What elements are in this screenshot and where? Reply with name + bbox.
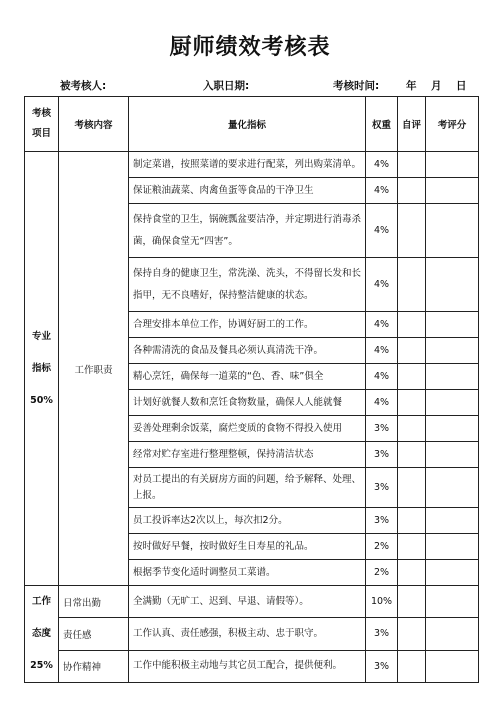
weight-cell: 2%	[366, 534, 398, 560]
section-line: 专业	[31, 330, 51, 342]
weight-cell: 3%	[366, 442, 398, 468]
weight-cell: 3%	[366, 618, 398, 650]
review-score-cell[interactable]	[426, 586, 479, 618]
review-score-cell[interactable]	[426, 468, 479, 508]
review-score-cell[interactable]	[426, 390, 479, 416]
header-indicator: 量化指标	[129, 97, 366, 152]
header-review: 考评分	[426, 97, 479, 152]
review-score-cell[interactable]	[426, 204, 479, 258]
indicator-cell: 经常对贮存室进行整理整顿，保持清洁状态	[129, 442, 366, 468]
weight-cell: 4%	[366, 152, 398, 178]
review-score-cell[interactable]	[426, 152, 479, 178]
content-cell: 日常出勤	[59, 586, 129, 618]
weight-cell: 4%	[366, 312, 398, 338]
content-cell: 协作精神	[59, 650, 129, 682]
weight-cell: 10%	[366, 586, 398, 618]
section-line: 指标	[31, 362, 51, 374]
appraisal-table	[24, 96, 479, 683]
review-score-cell[interactable]	[426, 618, 479, 650]
self-score-cell[interactable]	[398, 338, 426, 364]
review-score-cell[interactable]	[426, 258, 479, 312]
self-score-cell[interactable]	[398, 442, 426, 468]
indicator-cell: 制定菜谱，按照菜谱的要求进行配菜，列出购菜清单。	[129, 152, 366, 178]
weight-cell: 4%	[366, 204, 398, 258]
self-score-cell[interactable]	[398, 650, 426, 682]
header-weight: 权重	[366, 97, 398, 152]
self-score-cell[interactable]	[398, 152, 426, 178]
weight-cell: 4%	[366, 390, 398, 416]
weight-cell: 4%	[366, 364, 398, 390]
self-score-cell[interactable]	[398, 560, 426, 586]
table-row	[25, 152, 479, 178]
indicator-cell: 全满勤（无旷工、迟到、早退、请假等）。	[129, 586, 366, 618]
self-score-cell[interactable]	[398, 508, 426, 534]
self-score-cell[interactable]	[398, 390, 426, 416]
indicator-cell: 计划好就餐人数和烹饪食物数量，确保人人能就餐	[129, 390, 366, 416]
table-row	[25, 618, 479, 650]
self-score-cell[interactable]	[398, 534, 426, 560]
indicator-cell: 各种需清洗的食品及餐具必须认真清洗干净。	[129, 338, 366, 364]
review-score-cell[interactable]	[426, 364, 479, 390]
review-score-cell[interactable]	[426, 508, 479, 534]
header-self: 自评	[398, 97, 426, 152]
entry-date-label: 入职日期:	[203, 80, 250, 92]
section-name	[25, 152, 59, 586]
self-score-cell[interactable]	[398, 468, 426, 508]
indicator-cell: 妥善处理剩余饭菜，腐烂变质的食物不得投入使用	[129, 416, 366, 442]
table-header-row	[25, 97, 479, 152]
table-row	[25, 650, 479, 682]
indicator-cell: 根据季节变化适时调整员工菜谱。	[129, 560, 366, 586]
indicator-cell: 工作中能积极主动地与其它员工配合，提供便利。	[129, 650, 366, 682]
indicator-cell: 按时做好早餐，按时做好生日寿星的礼品。	[129, 534, 366, 560]
section-line: 工作	[31, 596, 51, 607]
section-line: 态度	[31, 628, 51, 639]
section-name	[25, 586, 59, 683]
weight-cell: 4%	[366, 258, 398, 312]
content-cell: 责任感	[59, 618, 129, 650]
section-line: 25%	[30, 660, 53, 671]
review-score-cell[interactable]	[426, 650, 479, 682]
weight-cell: 2%	[366, 560, 398, 586]
review-score-cell[interactable]	[426, 416, 479, 442]
review-time-label: 考核时间:	[333, 80, 380, 92]
self-score-cell[interactable]	[398, 178, 426, 204]
self-score-cell[interactable]	[398, 586, 426, 618]
indicator-cell: 保证粮油蔬菜、肉禽鱼蛋等食品的干净卫生	[129, 178, 366, 204]
header-content: 考核内容	[59, 97, 129, 152]
self-score-cell[interactable]	[398, 204, 426, 258]
review-score-cell[interactable]	[426, 178, 479, 204]
content-cell: 工作职责	[59, 152, 129, 586]
weight-cell: 3%	[366, 416, 398, 442]
examinee-label: 被考核人:	[60, 80, 107, 92]
year-label: 年	[406, 80, 417, 92]
weight-cell: 3%	[366, 508, 398, 534]
header-item: 考核项目	[25, 97, 59, 152]
indicator-cell: 保持食堂的卫生，锅碗瓢盆要洁净，并定期进行消毒杀菌，确保食堂无“四害”。	[129, 204, 366, 258]
indicator-cell: 合理安排本单位工作，协调好厨工的工作。	[129, 312, 366, 338]
indicator-cell: 对员工提出的有关厨房方面的问题，给予解释、处理、上报。	[129, 468, 366, 508]
month-label: 月	[431, 80, 442, 92]
self-score-cell[interactable]	[398, 416, 426, 442]
weight-cell: 3%	[366, 650, 398, 682]
table-row	[25, 586, 479, 618]
self-score-cell[interactable]	[398, 312, 426, 338]
review-score-cell[interactable]	[426, 534, 479, 560]
weight-cell: 4%	[366, 338, 398, 364]
indicator-cell: 精心烹饪，确保每一道菜的“色、香、味”俱全	[129, 364, 366, 390]
weight-cell: 3%	[366, 468, 398, 508]
indicator-cell: 员工投诉率达2次以上，每次扣2分。	[129, 508, 366, 534]
review-score-cell[interactable]	[426, 338, 479, 364]
indicator-cell: 工作认真、责任感强，积极主动、忠于职守。	[129, 618, 366, 650]
weight-cell: 4%	[366, 178, 398, 204]
self-score-cell[interactable]	[398, 258, 426, 312]
indicator-cell: 保持自身的健康卫生，常洗澡、洗头，不得留长发和长指甲，无不良嗜好，保持整洁健康的状态。	[129, 258, 366, 312]
self-score-cell[interactable]	[398, 364, 426, 390]
section-line: 50%	[30, 394, 53, 406]
review-score-cell[interactable]	[426, 442, 479, 468]
self-score-cell[interactable]	[398, 618, 426, 650]
day-label: 日	[456, 80, 467, 92]
page-title: 厨师绩效考核表	[169, 35, 331, 60]
review-score-cell[interactable]	[426, 560, 479, 586]
review-score-cell[interactable]	[426, 312, 479, 338]
